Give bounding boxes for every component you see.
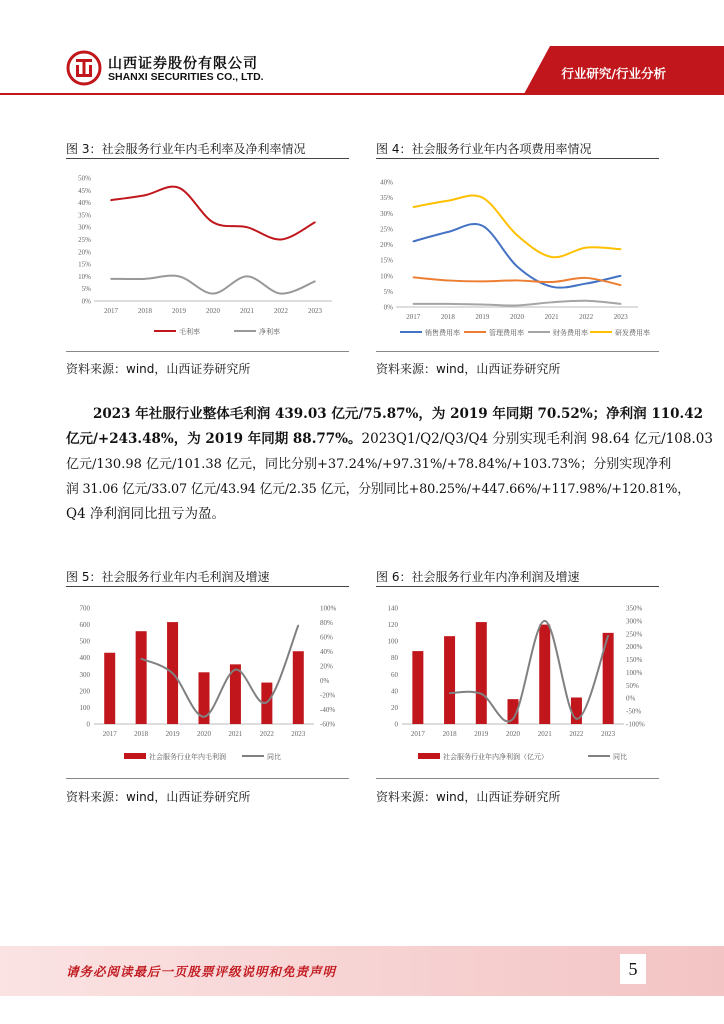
fig3-ytick: 10%	[78, 272, 91, 281]
fig3-point	[314, 281, 316, 283]
fig5-bar	[104, 653, 115, 724]
fig3-legend-label: 净利率	[259, 328, 280, 336]
fig6-source: 资料来源：wind，山西证券研究所	[376, 790, 561, 804]
fig4-ytick: 5%	[383, 287, 393, 296]
fig4-point	[551, 286, 553, 288]
page-number: 5	[620, 954, 646, 984]
fig3-chart	[66, 162, 349, 348]
fig4-top-rule	[376, 158, 659, 159]
fig6-chart	[376, 592, 659, 774]
fig3-ytick: 45%	[78, 186, 91, 195]
fig3-ytick: 30%	[78, 223, 91, 232]
fig4-legend-label: 财务费用率	[553, 329, 588, 337]
fig5-ytick-left: 0	[86, 720, 90, 729]
fig6-ytick-right: 100%	[626, 668, 643, 677]
fig4-point	[551, 281, 553, 283]
fig4-point	[412, 241, 414, 243]
fig3-point	[178, 276, 180, 278]
fig5-ytick-left: 500	[79, 637, 90, 646]
fig6-xtick: 2022	[569, 730, 584, 738]
fig4-point	[482, 225, 484, 227]
fig3-top-rule	[66, 158, 349, 159]
fig6-xtick: 2021	[537, 730, 552, 738]
fig5-bottom-rule	[66, 778, 349, 779]
fig5-yoy-point	[266, 701, 268, 703]
fig4-xtick: 2018	[440, 313, 455, 321]
fig3-xtick: 2023	[308, 307, 322, 315]
fig4-xtick: 2022	[579, 313, 594, 321]
fig6-ytick-left: 120	[387, 621, 398, 630]
fig4-point	[412, 206, 414, 208]
fig3-bottom-rule	[66, 351, 349, 352]
fig6-bar	[412, 651, 423, 724]
fig5-ytick-right: 100%	[320, 604, 337, 613]
para-line4: 润 31.06 亿元/33.07 亿元/43.94 亿元/2.35 亿元，分别同比+80.25%/+447.66%/+117.98%/+120.81%，	[66, 482, 690, 497]
fig5-legend-swatch-bar	[124, 753, 146, 759]
fig6-yoy-point	[544, 620, 546, 622]
fig6-legend-label-bar: 社会服务行业年内净利润（亿元）	[443, 753, 548, 761]
fig6-yoy-point	[607, 635, 609, 637]
fig3-ytick: 15%	[78, 260, 91, 269]
fig3-xtick: 2021	[240, 307, 254, 315]
fig4-ytick: 15%	[380, 256, 393, 265]
fig4-ytick: 30%	[380, 209, 393, 218]
fig4-series-line-3	[413, 195, 620, 257]
fig4-bottom-rule	[376, 351, 659, 352]
fig5-ytick-left: 600	[79, 621, 90, 630]
fig5-ytick-right: 60%	[320, 633, 333, 642]
fig4-xtick: 2019	[475, 313, 490, 321]
fig4-point	[585, 277, 587, 279]
fig3-xtick: 2017	[104, 307, 118, 315]
fig6-xtick: 2020	[506, 730, 520, 738]
fig5-xtick: 2022	[259, 730, 274, 738]
fig3-ytick: 50%	[78, 174, 91, 183]
fig4-point	[412, 303, 414, 305]
fig6-ytick-left: 80	[391, 654, 398, 663]
fig4-point	[516, 266, 518, 268]
shanxi-securities-logo-icon	[66, 50, 102, 86]
fig4-xtick: 2020	[510, 313, 524, 321]
fig4-point	[447, 303, 449, 305]
fig4-legend-label: 管理费用率	[489, 329, 524, 337]
fig5-yoy-point	[297, 625, 299, 627]
header-divider	[0, 93, 724, 95]
fig6-top-rule	[376, 586, 659, 587]
fig6-ytick-right: -50%	[626, 707, 642, 716]
fig5-yoy-point	[172, 672, 174, 674]
fig3-point	[314, 221, 316, 223]
fig5-title: 图 5：社会服务行业年内毛利润及增速	[66, 570, 270, 584]
fig5-xtick: 2023	[291, 730, 306, 738]
company-name-en: SHANXI SECURITIES CO., LTD.	[108, 71, 264, 83]
fig6-yoy-point	[512, 718, 514, 720]
fig4-title: 图 4：社会服务行业年内各项费用率情况	[376, 142, 592, 156]
fig4-legend-label: 研发费用率	[615, 329, 650, 337]
fig6-xtick: 2018	[442, 730, 457, 738]
fig5-legend-label-line: 同比	[267, 753, 281, 761]
fig3-point	[280, 293, 282, 295]
fig3-point	[178, 187, 180, 189]
fig6-ytick-right: 200%	[626, 643, 643, 652]
fig4-ytick: 25%	[380, 225, 393, 234]
fig4-chart	[376, 162, 659, 348]
fig5-yoy-point	[235, 669, 237, 671]
fig3-point	[246, 226, 248, 228]
para-line2-rest: 2023Q1/Q2/Q3/Q4 分别实现毛利润 98.64 亿元/108.03	[361, 431, 713, 447]
fig5-chart	[66, 592, 349, 774]
fig3-ytick: 25%	[78, 236, 91, 244]
fig6-ytick-right: 150%	[626, 656, 643, 665]
fig4-point	[482, 281, 484, 283]
page-header	[0, 0, 724, 100]
fig5-ytick-right: -20%	[320, 691, 336, 700]
fig4-legend-label: 销售费用率	[425, 329, 460, 337]
fig4-xtick: 2017	[406, 313, 421, 321]
fig6-ytick-left: 140	[387, 604, 398, 613]
fig5-xtick: 2020	[197, 730, 211, 738]
fig4-xtick: 2023	[613, 313, 628, 321]
fig3-xtick: 2019	[172, 307, 186, 315]
fig3-series-line-1	[111, 276, 315, 294]
fig3-point	[280, 239, 282, 241]
fig6-bottom-rule	[376, 778, 659, 779]
fig5-xtick: 2021	[228, 730, 243, 738]
fig4-point	[482, 197, 484, 199]
fig4-point	[551, 256, 553, 258]
fig5-xtick: 2019	[165, 730, 180, 738]
fig4-point	[620, 284, 622, 286]
fig6-legend-swatch-bar	[418, 753, 440, 759]
fig3-title: 图 3：社会服务行业年内毛利率及净利率情况	[66, 142, 306, 156]
fig6-yoy-point	[480, 693, 482, 695]
fig4-point	[447, 280, 449, 282]
fig5-yoy-point	[140, 658, 142, 660]
fig6-bar	[571, 697, 582, 724]
fig4-point	[447, 200, 449, 202]
fig6-bar	[539, 625, 550, 724]
fig3-ytick: 35%	[78, 211, 91, 220]
fig6-ytick-right: -100%	[626, 720, 645, 729]
disclaimer-notice: 请务必阅读最后一页股票评级说明和免责声明	[66, 964, 337, 979]
fig5-yoy-point	[203, 716, 205, 718]
para-line5: Q4 净利润同比扭亏为盈。	[66, 506, 225, 522]
fig4-ytick: 35%	[380, 194, 393, 203]
fig6-xtick: 2023	[601, 730, 616, 738]
fig6-yoy-point	[576, 718, 578, 720]
fig4-point	[516, 280, 518, 282]
fig6-title: 图 6：社会服务行业年内净利润及增速	[376, 570, 580, 584]
fig3-point	[212, 221, 214, 223]
fig5-top-rule	[66, 586, 349, 587]
fig5-legend-label-bar: 社会服务行业年内毛利润	[149, 753, 226, 761]
fig5-ytick-right: -60%	[320, 720, 336, 729]
fig3-point	[110, 278, 112, 280]
fig4-ytick: 20%	[380, 241, 393, 249]
fig4-xtick: 2021	[544, 313, 559, 321]
section-label: 行业研究/行业分析	[561, 66, 666, 81]
fig5-bar	[136, 631, 147, 724]
para-line2-bold: 亿元/+243.48%，为 2019 年同期 88.77%。	[66, 431, 362, 447]
fig6-legend-label-line: 同比	[613, 753, 627, 761]
fig4-point	[620, 303, 622, 305]
fig4-ytick: 40%	[380, 178, 393, 187]
page-footer	[0, 946, 724, 1024]
fig6-xtick: 2019	[474, 730, 489, 738]
fig3-point	[110, 199, 112, 201]
analysis-paragraph	[66, 402, 713, 527]
fig5-ytick-right: 80%	[320, 619, 333, 627]
fig6-ytick-right: 0%	[626, 694, 636, 703]
fig6-ytick-left: 40	[391, 687, 398, 696]
fig5-ytick-right: 20%	[320, 662, 333, 671]
fig3-point	[144, 194, 146, 196]
fig6-ytick-left: 100	[387, 637, 398, 646]
fig5-ytick-right: -40%	[320, 706, 336, 714]
fig6-ytick-right: 350%	[626, 604, 643, 613]
fig5-ytick-left: 400	[79, 654, 90, 663]
fig3-series-line-0	[111, 187, 315, 240]
fig4-point	[620, 275, 622, 277]
fig3-xtick: 2018	[138, 307, 152, 315]
fig4-point	[551, 302, 553, 304]
fig5-ytick-left: 700	[79, 604, 90, 613]
fig3-xtick: 2022	[274, 307, 288, 315]
fig6-xtick: 2017	[410, 730, 425, 738]
fig4-point	[516, 305, 518, 307]
fig5-ytick-right: 40%	[320, 648, 333, 656]
fig4-point	[482, 304, 484, 306]
fig5-yoy-line	[141, 625, 298, 716]
fig6-yoy-point	[449, 692, 451, 694]
fig4-point	[447, 231, 449, 233]
fig6-ytick-left: 20	[391, 703, 398, 712]
fig5-source: 资料来源：wind，山西证券研究所	[66, 790, 251, 804]
fig3-point	[212, 293, 214, 295]
fig4-point	[585, 247, 587, 249]
fig5-xtick: 2017	[102, 730, 117, 738]
fig3-point	[246, 276, 248, 278]
fig6-ytick-right: 250%	[626, 630, 643, 639]
fig5-ytick-left: 100	[79, 703, 90, 712]
fig3-point	[144, 278, 146, 280]
fig6-bar	[476, 622, 487, 724]
fig6-ytick-right: 300%	[626, 617, 643, 626]
fig4-source: 资料来源：wind，山西证券研究所	[376, 362, 561, 376]
fig3-ytick: 20%	[78, 248, 91, 257]
fig6-bar	[444, 636, 455, 724]
fig3-source: 资料来源：wind，山西证券研究所	[66, 362, 251, 376]
fig4-point	[585, 300, 587, 302]
para-line3: 亿元/130.98 亿元/101.38 亿元，同比分别+37.24%/+97.31%/+78.84%/+103.73%；分别实现净利	[66, 457, 672, 472]
fig3-ytick: 5%	[81, 285, 91, 294]
fig3-ytick: 40%	[78, 199, 91, 208]
company-name-cn: 山西证券股份有限公司	[108, 56, 258, 72]
fig5-xtick: 2018	[134, 730, 149, 738]
fig6-ytick-left: 0	[394, 720, 398, 729]
fig3-ytick: 0%	[81, 297, 91, 306]
fig5-bar	[293, 651, 304, 724]
fig6-yoy-line	[450, 621, 609, 722]
fig4-ytick: 0%	[383, 303, 393, 312]
fig4-ytick: 10%	[380, 272, 393, 281]
fig4-point	[412, 277, 414, 279]
para-line1: 2023 年社服行业整体毛利润 439.03 亿元/75.87%，为 2019 年同期 70.52%；净利润 110.42	[93, 406, 704, 422]
fig6-ytick-left: 60	[391, 670, 398, 679]
fig5-ytick-right: 0%	[320, 677, 330, 685]
fig4-point	[585, 283, 587, 285]
fig5-ytick-left: 300	[79, 670, 90, 679]
fig6-ytick-right: 50%	[626, 681, 639, 690]
fig4-point	[620, 248, 622, 250]
fig4-point	[516, 234, 518, 236]
fig3-xtick: 2020	[206, 307, 220, 315]
fig3-legend-label: 毛利率	[179, 328, 200, 336]
fig5-ytick-left: 200	[79, 687, 90, 696]
